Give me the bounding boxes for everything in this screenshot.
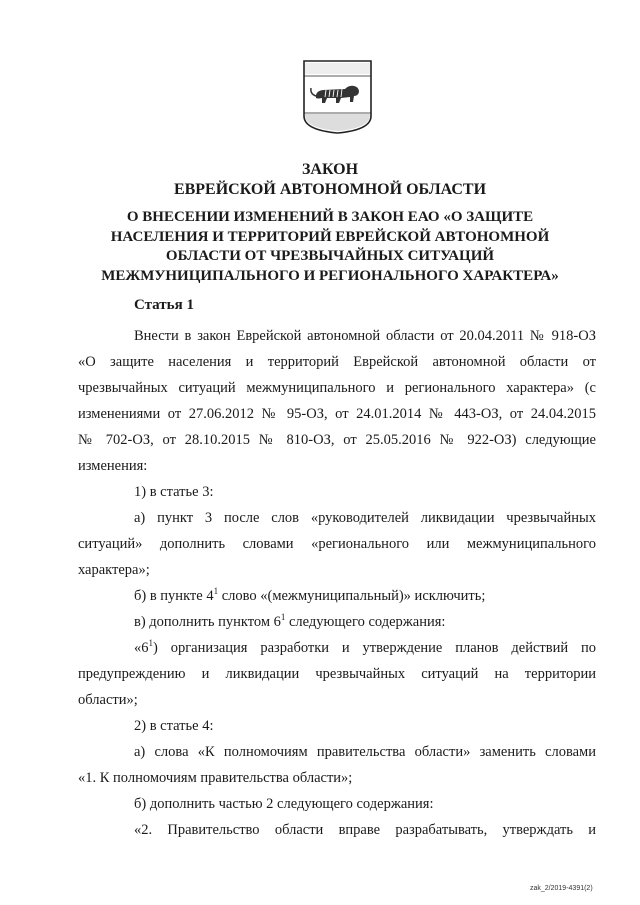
subtitle-line: МЕЖМУНИЦИПАЛЬНОГО И РЕГИОНАЛЬНОГО ХАРАКТЕРА» (101, 267, 559, 284)
body-text: ) организация разработки и утверждение планов действий по (153, 640, 596, 656)
superscript: 1 (280, 612, 286, 622)
body-line (134, 612, 596, 632)
body-line (134, 586, 596, 606)
body-line: чрезвычайных ситуаций межмуниципального и регионального характера» (с (78, 380, 596, 396)
body-line: «1. К полномочиям правительства области»; (78, 770, 353, 786)
superscript: 1 (213, 586, 219, 596)
article-heading: Статья 1 (134, 297, 194, 313)
body-line: изменениями от 27.06.2012 № 95-ОЗ, от 24.01.2014 № 443-ОЗ, от 24.04.2015 (78, 406, 596, 422)
body-line: а) слова «К полномочиям правительства области» заменить словами (134, 744, 596, 760)
body-line: а) пункт 3 после слов «руководителей ликвидации чрезвычайных (134, 510, 596, 526)
law-title-word: ЗАКОН (301, 161, 359, 178)
body-line: «2. Правительство области вправе разрабатывать, утверждать и (134, 822, 596, 838)
body-line: ситуаций» дополнить словами «регионального или межмуниципального (78, 536, 596, 552)
body-line: 1) в статье 3: (134, 484, 214, 500)
body-line (134, 638, 596, 658)
body-line: 2) в статье 4: (134, 718, 214, 734)
coat-of-arms-emblem (301, 58, 374, 135)
body-text: в) дополнить пунктом 6 (134, 614, 281, 630)
body-line: изменения: (78, 458, 148, 474)
body-text: «6 (134, 640, 149, 656)
subtitle-line: О ВНЕСЕНИИ ИЗМЕНЕНИЙ В ЗАКОН ЕАО «О ЗАЩИТЕ (126, 209, 534, 225)
body-line: Внести в закон Еврейской автономной области от 20.04.2011 № 918-ОЗ (134, 328, 596, 344)
subtitle-line: ОБЛАСТИ ОТ ЧРЕЗВЫЧАЙНЫХ СИТУАЦИЙ (165, 248, 495, 264)
body-line: б) дополнить частью 2 следующего содержания: (134, 796, 434, 812)
law-title (60, 160, 600, 200)
law-region: ЕВРЕЙСКОЙ АВТОНОМНОЙ ОБЛАСТИ (173, 181, 487, 198)
superscript: 1 (148, 638, 153, 648)
body-text: слово «(межмуниципальный)» исключить; (218, 588, 486, 604)
body-line: предупреждению и ликвидации чрезвычайных ситуаций на территории (78, 666, 596, 682)
body-line: области»; (78, 692, 138, 708)
body-line: «О защите населения и территорий Еврейской автономной области от (78, 354, 596, 370)
subtitle-line: НАСЕЛЕНИЯ И ТЕРРИТОРИЙ ЕВРЕЙСКОЙ АВТОНОМНОЙ (110, 228, 550, 245)
body-text: б) в пункте 4 (134, 588, 214, 604)
body-line: характера»; (78, 562, 150, 578)
body-line: № 702-ОЗ, от 28.10.2015 № 810-ОЗ, от 25.05.2016 № 922-ОЗ) следующие (78, 432, 596, 448)
law-subtitle (60, 208, 600, 286)
body-text: следующего содержания: (285, 614, 446, 630)
document-code: zak_2/2019-4391(2) (530, 885, 593, 892)
